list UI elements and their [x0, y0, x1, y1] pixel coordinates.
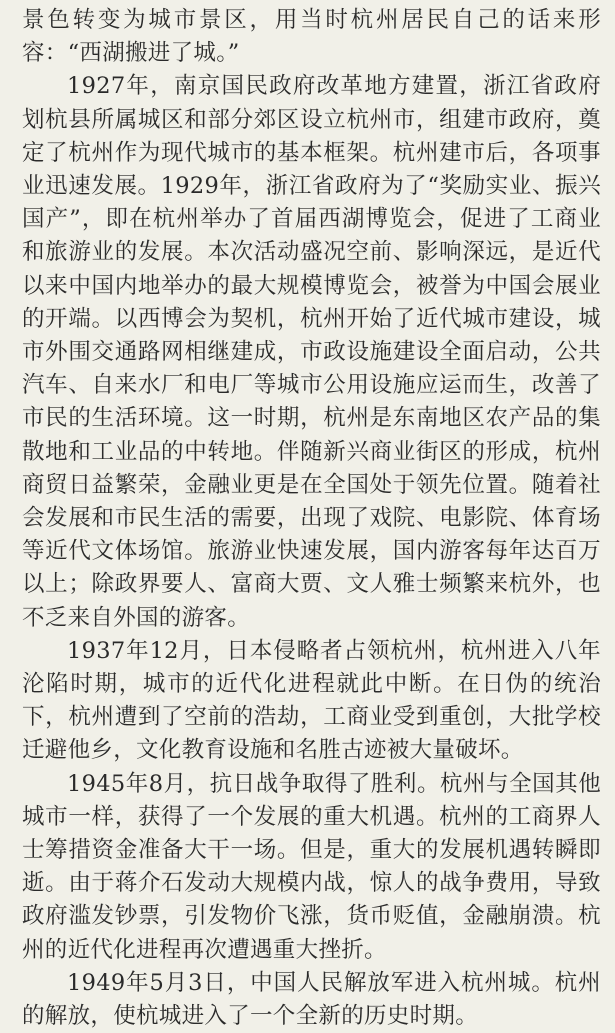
paragraph-1: 景色转变为城市景区，用当时杭州居民自己的话来形容：“西湖搬进了城。” — [22, 7, 601, 67]
paragraph-3: 1937年12月，日本侵略者占领杭州，杭州进入八年沦陷时期，城市的近代化进程就此中断。在日伪的统治下，杭州遭到了空前的浩劫，工商业受到重创，大批学校迁避他乡，文化教育设施和名胜古迹被大量破坏。 — [22, 637, 601, 764]
paragraph-5: 1949年5月3日，中国人民解放军进入杭州城。杭州的解放，使杭城进入了一个全新的历史时期。 — [22, 969, 601, 1030]
paragraph-4: 1945年8月，抗日战争取得了胜利。杭州与全国其他城市一样，获得了一个发展的重大机遇。杭州的工商界人士筹措资金准备大干一场。但是，重大的发展机遇转瞬即逝。由于蒋介石发动大规模内战，惊人的战争费用，导致政府滥发钞票，引发物价飞涨，货币贬值，金融崩溃。杭州的近代化进程再次遭遇重大挫折。 — [22, 770, 601, 963]
paragraph-2: 1927年，南京国民政府改革地方建置，浙江省政府划杭县所属城区和部分郊区设立杭州市，组建市政府，奠定了杭州作为现代城市的基本框架。杭州建市后，各项事业迅速发展。1929年，浙江省政府为了“奖励实业、振兴国产”，即在杭州举办了首届西湖博览会，促进了工商业和旅游业的发展。本次活动盛况空前、影响深远，是近代以来中国内地举办的最大规模博览会，被誉为中国会展业的开端。以西博会为契机，杭州开始了近代城市建设，城市外围交通路网相继建成，市政设施建设全面启动，公共汽车、自来水厂和电厂等城市公用设施应运而生，改善了市民的生活环境。这一时期，杭州是东南地区农产品的集散地和工业品的中转地。伴随新兴商业街区的形成，杭州商贸日益繁荣，金融业更是在全国处于领先位置。随着社会发展和市民生活的需要，出现了戏院、电影院、体育场等近代文体场馆。旅游业快速发展，国内游客每年达百万以上；除政界要人、富商大贾、文人雅士频繁来杭外，也不乏来自外国的游客。 — [22, 73, 601, 631]
